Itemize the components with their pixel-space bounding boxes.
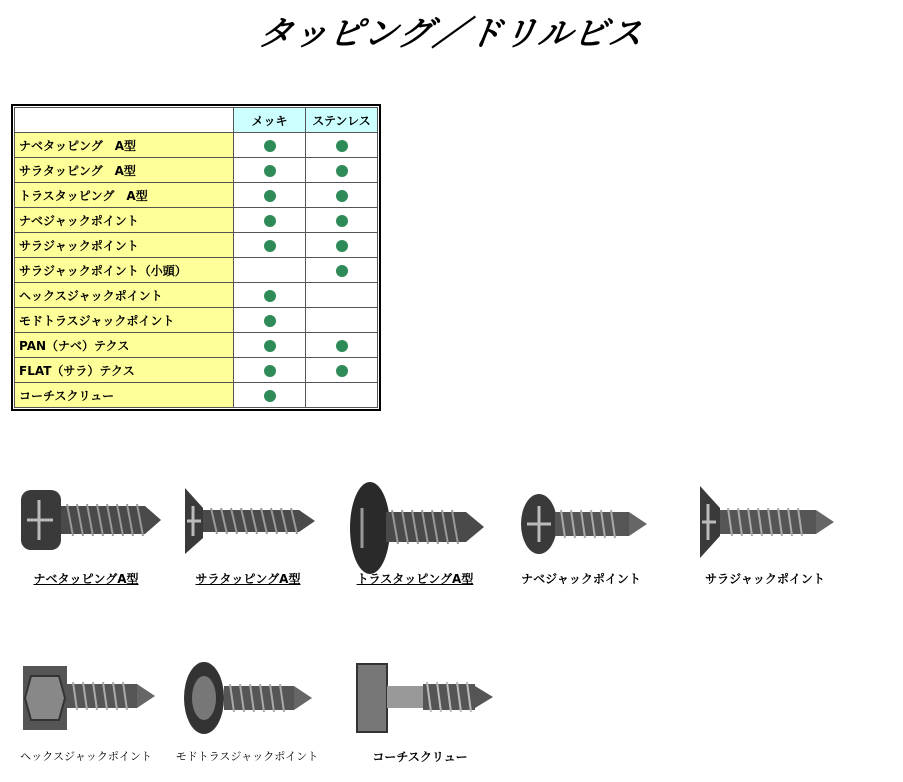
row-label: コーチスクリュー <box>15 383 234 408</box>
header-mekki: メッキ <box>234 108 306 133</box>
screw-image <box>11 656 161 740</box>
product-truss-tapping <box>335 478 495 587</box>
available-dot-icon <box>264 365 276 377</box>
screw-image <box>340 478 490 578</box>
cell-mekki <box>234 383 306 408</box>
row-label: ナベタッピング A型 <box>15 133 234 158</box>
screw-image <box>172 656 322 740</box>
cell-stainless <box>306 358 378 383</box>
product-modtruss-jackpoint <box>172 656 322 764</box>
product-caption: トラスタッピングA型 <box>356 572 474 586</box>
table-row <box>15 208 378 233</box>
table-row <box>15 358 378 383</box>
cell-mekki <box>234 233 306 258</box>
screw-image <box>690 482 840 562</box>
product-caption: サラジャックポイント <box>705 572 825 586</box>
table-row <box>15 158 378 183</box>
table-row <box>15 283 378 308</box>
product-caption: ヘックスジャックポイント <box>20 750 152 763</box>
available-dot-icon <box>336 340 348 352</box>
product-caption: ナベジャックポイント <box>521 572 641 586</box>
table-row <box>15 233 378 258</box>
cell-stainless <box>306 208 378 233</box>
cell-stainless <box>306 133 378 158</box>
header-stainless: ステンレス <box>306 108 378 133</box>
table-row <box>15 333 378 358</box>
available-dot-icon <box>336 140 348 152</box>
screw-image <box>173 478 323 562</box>
product-sara-tapping <box>168 478 328 587</box>
row-label: PAN（ナベ）テクス <box>15 333 234 358</box>
table-row <box>15 383 378 408</box>
available-dot-icon <box>336 365 348 377</box>
available-dot-icon <box>336 190 348 202</box>
cell-stainless <box>306 158 378 183</box>
available-dot-icon <box>264 240 276 252</box>
cell-mekki <box>234 308 306 333</box>
available-dot-icon <box>336 265 348 277</box>
available-dot-icon <box>264 190 276 202</box>
row-label: ヘックスジャックポイント <box>15 283 234 308</box>
row-label: サラタッピング A型 <box>15 158 234 183</box>
cell-mekki <box>234 333 306 358</box>
availability-table <box>11 104 381 411</box>
row-label: トラスタッピング A型 <box>15 183 234 208</box>
cell-stainless <box>306 333 378 358</box>
table-body <box>15 133 378 408</box>
product-caption: サラタッピングA型 <box>195 572 301 586</box>
cell-stainless <box>306 183 378 208</box>
product-nabe-jackpoint <box>506 486 656 587</box>
cell-mekki <box>234 283 306 308</box>
row-label: ナベジャックポイント <box>15 208 234 233</box>
table-header-row <box>15 108 378 133</box>
cell-mekki <box>234 208 306 233</box>
cell-stainless <box>306 258 378 283</box>
cell-stainless <box>306 308 378 333</box>
screw-image <box>345 656 495 740</box>
available-dot-icon <box>264 165 276 177</box>
available-dot-icon <box>264 315 276 327</box>
cell-mekki <box>234 358 306 383</box>
page-title: タッピング／ドリルビス <box>256 14 646 54</box>
available-dot-icon <box>336 165 348 177</box>
product-sara-jackpoint <box>690 482 840 587</box>
product-coach-screw <box>340 656 500 765</box>
row-label: サラジャックポイント（小頭） <box>15 258 234 283</box>
screw-image <box>511 486 651 562</box>
product-nabe-tapping <box>6 478 166 587</box>
cell-stainless <box>306 283 378 308</box>
available-dot-icon <box>336 240 348 252</box>
available-dot-icon <box>264 140 276 152</box>
product-caption: コーチスクリュー <box>372 750 468 764</box>
cell-stainless <box>306 233 378 258</box>
product-caption: モドトラスジャックポイント <box>175 750 319 763</box>
available-dot-icon <box>336 215 348 227</box>
available-dot-icon <box>264 215 276 227</box>
available-dot-icon <box>264 340 276 352</box>
screw-image <box>11 478 161 562</box>
row-label: モドトラスジャックポイント <box>15 308 234 333</box>
table-row <box>15 258 378 283</box>
cell-mekki <box>234 258 306 283</box>
cell-mekki <box>234 133 306 158</box>
table-row <box>15 133 378 158</box>
cell-mekki <box>234 158 306 183</box>
table-row <box>15 183 378 208</box>
row-label: サラジャックポイント <box>15 233 234 258</box>
header-blank-cell <box>15 108 234 133</box>
product-caption: ナベタッピングA型 <box>33 572 139 586</box>
cell-mekki <box>234 183 306 208</box>
available-dot-icon <box>264 390 276 402</box>
cell-stainless <box>306 383 378 408</box>
row-label: FLAT（サラ）テクス <box>15 358 234 383</box>
product-hex-jackpoint <box>6 656 166 764</box>
available-dot-icon <box>264 290 276 302</box>
table-row <box>15 308 378 333</box>
